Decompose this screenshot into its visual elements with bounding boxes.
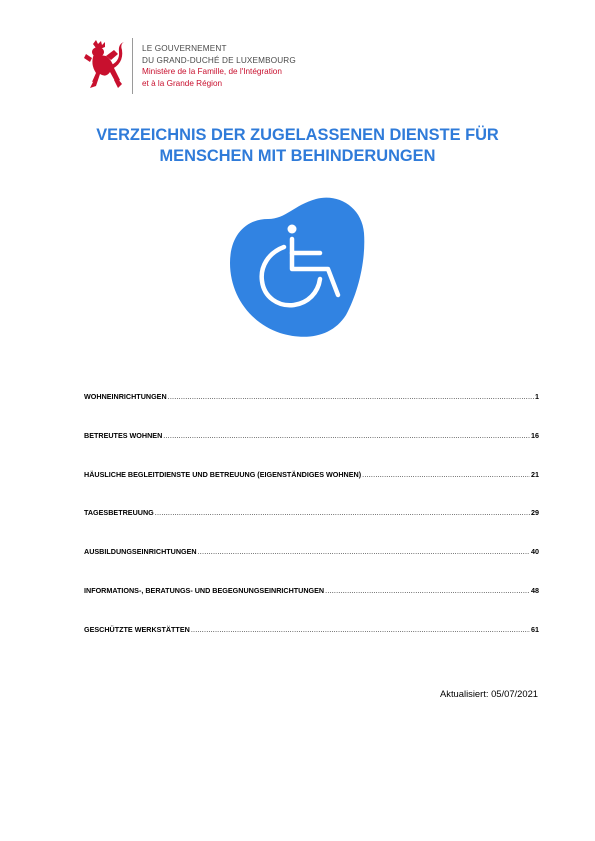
toc-entry-title: WOHNEINRICHTUNGEN xyxy=(84,392,167,401)
government-header xyxy=(84,38,384,96)
toc-entry-title: AUSBILDUNGSEINRICHTUNGEN xyxy=(84,547,197,557)
toc-entry-title: BETREUTES WOHNEN xyxy=(84,430,163,440)
wheelchair-icon xyxy=(228,195,368,340)
toc-entry-tagesbetreuung[interactable] xyxy=(84,508,539,518)
toc-entry-page: 61 xyxy=(531,624,539,634)
toc-leader xyxy=(325,586,530,595)
ministry-name xyxy=(142,43,296,89)
toc-leader xyxy=(198,547,530,556)
toc-entry-geschuetzte-werkstaetten[interactable] xyxy=(84,625,539,635)
toc-leader xyxy=(362,470,530,479)
toc-leader xyxy=(191,625,530,634)
table-of-contents xyxy=(84,392,539,664)
toc-entry-ausbildungseinrichtungen[interactable] xyxy=(84,547,539,557)
header-divider xyxy=(132,38,133,94)
luxembourg-lion-icon xyxy=(84,40,126,90)
toc-entry-title: INFORMATIONS-, BERATUNGS- UND BEGEGNUNGSEINRICHTUNGEN xyxy=(84,585,325,595)
toc-entry-page: 21 xyxy=(531,469,539,479)
toc-entry-page: 1 xyxy=(535,392,539,401)
toc-leader xyxy=(168,392,534,401)
toc-leader xyxy=(163,431,530,440)
updated-date: Aktualisiert: 05/07/2021 xyxy=(440,688,538,699)
toc-entry-page: 48 xyxy=(531,585,539,595)
toc-entry-informationseinrichtungen[interactable] xyxy=(84,586,539,596)
toc-entry-haeusliche-begleitdienste[interactable] xyxy=(84,470,539,480)
toc-entry-page: 16 xyxy=(531,430,539,440)
toc-entry-page: 40 xyxy=(531,547,539,557)
gov-line-3: Ministère de la Famille, de l'Intégration xyxy=(142,67,282,76)
gov-line-2: DU GRAND-DUCHÉ DE LUXEMBOURG xyxy=(142,55,296,65)
page-title xyxy=(60,125,535,167)
title-line-1: VERZEICHNIS DER ZUGELASSENEN DIENSTE FÜR xyxy=(96,126,499,144)
toc-entry-title: HÄUSLICHE BEGLEITDIENSTE UND BETREUUNG (EIGENSTÄNDIGES WOHNEN) xyxy=(84,469,362,479)
title-line-2: MENSCHEN MIT BEHINDERUNGEN xyxy=(159,147,436,165)
toc-entry-page: 29 xyxy=(531,508,539,518)
toc-entry-title: GESCHÜTZTE WERKSTÄTTEN xyxy=(84,624,190,634)
toc-entry-title: TAGESBETREUUNG xyxy=(84,508,154,518)
gov-line-1: LE GOUVERNEMENT xyxy=(142,44,227,53)
toc-entry-wohneinrichtungen[interactable] xyxy=(84,392,539,402)
toc-leader xyxy=(155,508,530,517)
gov-line-4: et à la Grande Région xyxy=(142,78,223,88)
toc-entry-betreutes-wohnen[interactable] xyxy=(84,431,539,441)
